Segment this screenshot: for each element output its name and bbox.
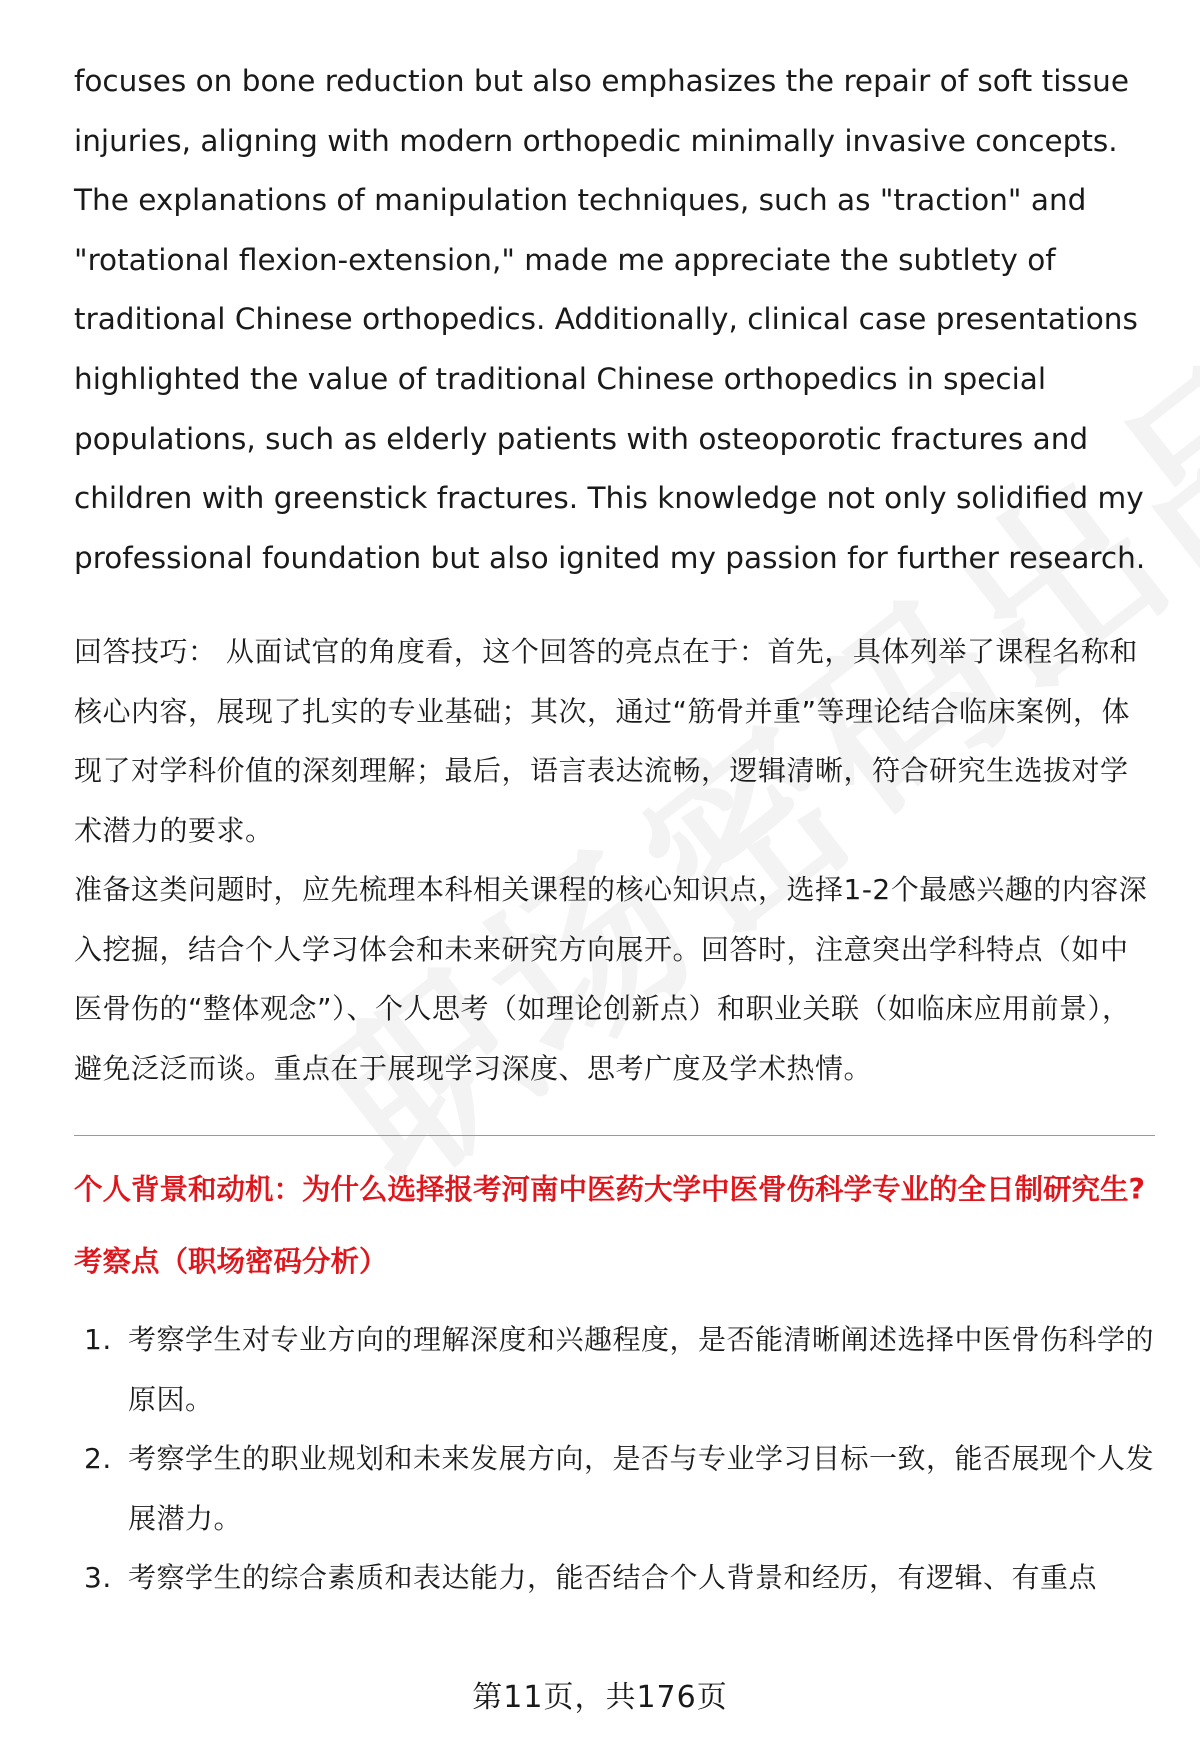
list-item xyxy=(74,1548,1154,1608)
list-text: 考察学生的综合素质和表达能力，能否结合个人背景和经历，有逻辑、有重点 xyxy=(128,1561,1098,1595)
list-text: 考察学生对专业方向的理解深度和兴趣程度，是否能清晰阐述选择中医骨伤科学的原因。 xyxy=(128,1323,1155,1416)
list-number: 1. xyxy=(84,1323,112,1357)
question-heading: 个人背景和动机：为什么选择报考河南中医药大学中医骨伤科学专业的全日制研究生? xyxy=(74,1173,1146,1207)
english-paragraph: focuses on bone reduction but also emphasizes the repair of soft tissue injuries, aligning with modern orthopedic minimally invasive concepts. The explanations of manipulation techniques, such as "traction" and "rotational flexion-extension," made me appreciate the subtlety of traditional Chinese orthopedics. Additionally, clinical case presentations highlighted the value of traditional Chinese orthopedics in special populations, such as elderly patients with osteoporotic fractures and children with greenstick fractures. This knowledge not only solidified my professional foundation but also ignited my passion for further research. xyxy=(74,64,1146,575)
list-item xyxy=(74,1429,1154,1548)
list-number: 3. xyxy=(84,1561,112,1595)
list-number: 2. xyxy=(84,1442,112,1476)
preparation-paragraph: 准备这类问题时，应先梳理本科相关课程的核心知识点，选择1-2个最感兴趣的内容深入挖掘，结合个人学习体会和未来研究方向展开。回答时，注意突出学科特点（如中医骨伤的“整体观念”）、个人思考（如理论创新点）和职业关联（如临床应用前景），避免泛泛而谈。重点在于展现学习深度、思考广度及学术热情。 xyxy=(74,873,1148,1085)
assessment-list xyxy=(74,1310,1154,1608)
list-item xyxy=(74,1310,1154,1429)
assessment-points-heading: 考察点（职场密码分析） xyxy=(74,1245,388,1279)
page-footer: 第11页，共176页 xyxy=(472,1680,728,1715)
section-divider xyxy=(74,1135,1155,1136)
list-text: 考察学生的职业规划和未来发展方向，是否与专业学习目标一致，能否展现个人发展潜力。 xyxy=(128,1442,1155,1535)
answer-tips-paragraph: 回答技巧： 从面试官的角度看，这个回答的亮点在于：首先，具体列举了课程名称和核心内容，展现了扎实的专业基础；其次，通过“筋骨并重”等理论结合临床案例，体现了对学科价值的深刻理解；最后，语言表达流畅，逻辑清晰，符合研究生选拔对学术潜力的要求。 xyxy=(74,635,1138,847)
page-content xyxy=(74,52,1154,1608)
